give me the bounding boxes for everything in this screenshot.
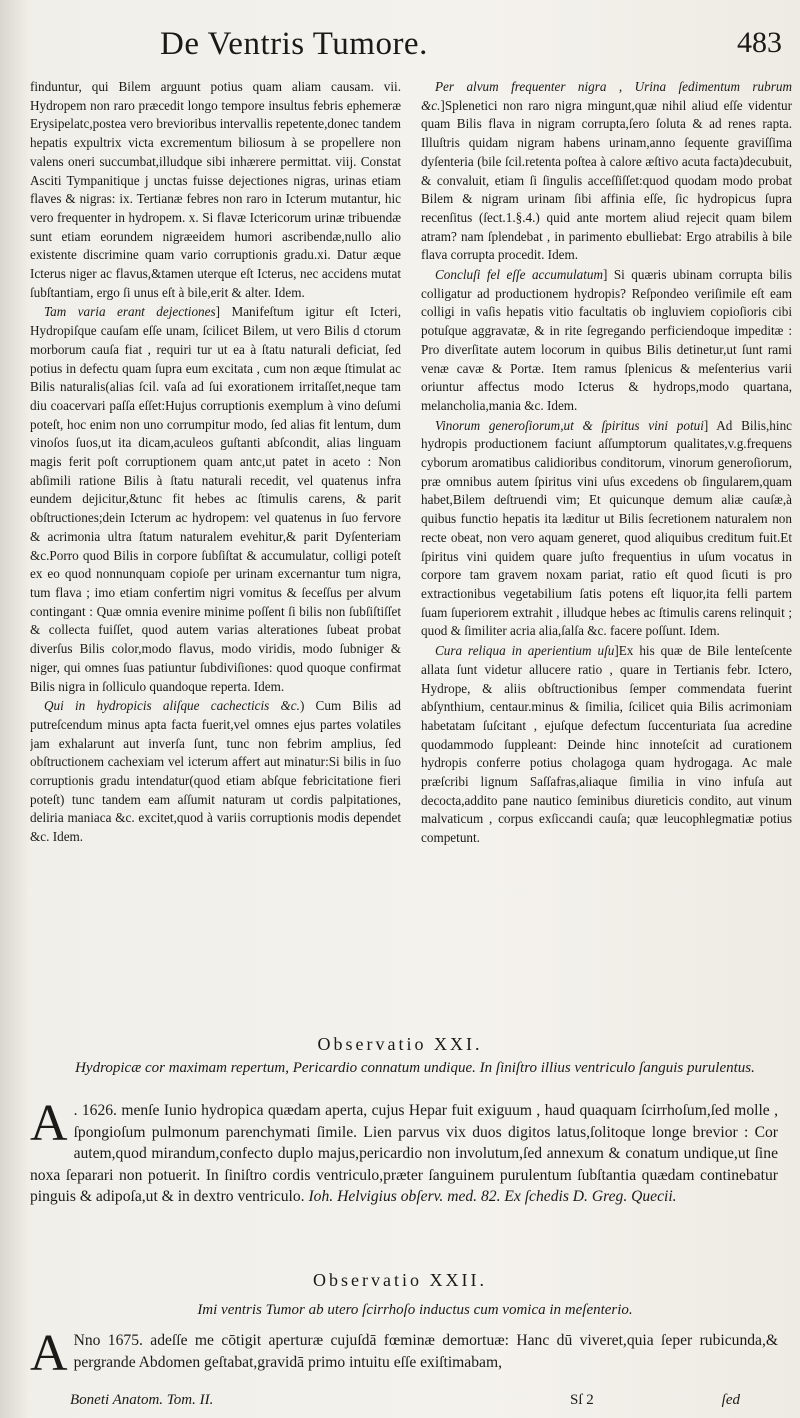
commentary-paragraph [30, 697, 401, 847]
observation-21-text: . 1626. menſe Iunio hydropica quædam aperta, cujus Hepar fuit exiguum , haud quaquam ſcirrhoſum,ſed molle , ſpongioſum pulmonum parenchymati ſimile. Lien parvus vix duos digitos latus,ſolitoque longe brevior : Cor autem,quod mirandum,confecto duplo majus,pericardio non involutum,ſed annexum & conatum undique,ut ſine noxa ſeparari non potuerit. In ſiniſtro cordis ventriculo,præter ſanguinem purulentum ſubſtantia quædam continebatur pinguis & adipoſa,ut & in dextro ventriculo. [30, 1102, 778, 1205]
observation-22-heading: Observatio XXII. [313, 1270, 487, 1290]
page-footer [70, 1392, 740, 1414]
left-column [30, 78, 401, 1030]
paragraph-text: finduntur, qui Bilem arguunt potius quam aliam causam. vii. Hydropem non raro præcedit longo tempore insultus febris ephemeræ Erysipelatc,postea vero brevioribus intervallis repetente,donec tandem hepatis expultrix victa excrementum biliosum à se propellere non valens oneri succumbat,illudque sibi inhærere permittat. viij. Constat Asciti Tympanitique j unctas fuisse dejectiones nigras, urinas etiam flaves & nigras: ix. Tertianæ febres non raro in Icterum mutantur, hic vero frequenter in hydropem. x. Si flavæ Ictericorum urinæ tribuendæ sunt etiam eorundem nigræeidem humori ascribendæ,nullo alio existente discrimine quam vario corruptionis gradu.xi. Datur æque Icterus niger ac flavus,&tamen uterque eſt Icterus, nec accidens mutat ſubſtantiam, ergo ſi unus eſt à bile,erit & alter. Idem. [30, 79, 401, 300]
commentary-paragraph [30, 303, 401, 696]
observation-21-subtitle: Hydropicæ cor maximam repertum, Pericardio connatum undique. In ſiniſtro illius ventriculo ſanguis purulentus. [75, 1060, 755, 1076]
commentary-columns [30, 78, 792, 1030]
observation-21-body [30, 1095, 778, 1208]
paragraph-text: ]Ex his quæ de Bile lenteſcente allata ſunt videtur allucere ratio , quare in Tertianis febr. Ictero, Hydrope, & aliis obſtructionibus ſemper commendata fuerint abſynthium, centaur.minus & ſimilia, ſcilicet quia Bilis acrimoniam habetatam ſuſcitant , ejuſque defectum ſuccenturiata ſua acredine quodammodo ſuppleant: Deinde hinc innoteſcit ad curationem hydropis conferre potius cholagoga quam hydrogaga. Ac male præſcribi lignum Saſſafras,aliaque ſimilia in vino infuſa aut decocta,addito pane nautico ſeminibus diureticis condito, aut vinum malvaticum , corpus exſiccandi cauſa; quæ leucophlegmatiæ potius competunt. [421, 643, 792, 846]
page-header [0, 26, 800, 76]
page-title: De Ventris Tumore. [160, 26, 428, 62]
paragraph-text: ] Si quæris ubinam corrupta bilis colligatur ad productionem hydropis? Reſpondeo veriſimile eſt eam colligi in vaſis hepatis vitio facultatis ob ingluviem copioſioris cibi potuſque aggravatæ, & in rite ſegregando perficiendoque impeditæ : Pro diverſitate autem locorum in quibus Bilis detinetur,ut ſunt rami venæ cavæ & Portæ. Item ramus ſplenicus & meſenterius varii oriuntur affectus modo Icterus & hydrops,modo quartana, melancholia,mania &c. Idem. [421, 267, 792, 413]
dropcap: A [30, 1325, 68, 1382]
signature-mark: Sſ 2 [570, 1392, 594, 1408]
paragraph-text: ] Ad Bilis,hinc hydropis productionem faciunt aſſumptorum qualitates,v.g.frequens cyborum aromatibus calidioribus conditorum, vinorum generoſiorum, præ omnibus autem ſpiritus vini uſus excedens ob ſingularem,quam habet,Bilem deſtruendi vim; Et quicunque demum aliæ cauſæ,à quibus functio hepatis ita læditur ut Bilis ſecretionem naturalem non recte obeat, non vero aquam generet, quod aliquibus creditum fuit.Et ſpiritus vini quidem quare juſto frequentius in uſum vocatus in corpore tam gravem noxam pariat, ratio eſt quod ſicuti is pro extractionibus vegetabilium ſatis potens eſt liquor,ita felli partem ſuam ſuperiorem extrahit , illudque hebes ac ſtimulis carens relinquit ; quod & ſimiliter acria alia,ſalſa &c. facere poſſunt. Idem. [421, 417, 792, 639]
observation-21-heading: Observatio XXI. [317, 1034, 483, 1054]
lemma: Concluſi fel eſſe accumulatum [435, 267, 604, 283]
lemma: Vinorum generoſiorum,ut & ſpiritus vini potui [435, 417, 704, 433]
lemma: Cura reliqua in aperientium uſu [435, 643, 615, 659]
observation-22-body [30, 1325, 778, 1382]
observation-22-subtitle: Imi ventris Tumor ab utero ſcirrhoſo inductus cum vomica in meſenterio. [197, 1302, 633, 1318]
right-column [421, 78, 792, 1030]
paragraph-text: ]Splenetici non raro nigra mingunt,quæ nihil aliud eſſe videntur quam Bilis flava in nigram corrupta,ſero ſoluta & ad renes rapta. Illuſtris quidam nigram habens urinam,anno ſequente graviſſima dyſenteria (bile ſcil.retenta poſtea à calore æſtivo acuta facta)decubuit, & convaluit, etiam ſi ſingulis acceſſiſſet:quod quodam modo probat Bilem & nigram urinam ſibi affinia eſſe, ſic hydropicus ſupra recenſitus (ſect.1.§.4.) quid ante mortem aliud rejecit quam bilem atram? nam ſplendebat , in parimento ebulliebat: Ergo atrabilis à bile flava corrupta procedit. Idem. [421, 97, 792, 263]
paragraph-text: ] Manifeſtum igitur eſt Icteri, Hydropiſque cauſam eſſe unam, ſcilicet Bilem, ut vero Bilis d ctorum morborum cauſa fiat , requiri tur ut ea à ſtatu naturali deficiat, ſed potius in defectu quam ſupra eum excitata , cum non æque ſtimulat ac Bilis naturalis(alias ſcil. vaſa ad ſui exorationem irritaſſet,neque tam diu coacervari paſſa eſſet:Hujus corruptionis exemplum à vino deſumi poteſt, hoc enim non uno corrumpitur modo, ſed alias fit lentum, dum vinoſos ſuos,ut ita dicam,aculeos guſtanti abſcondit, alias linguam magis ferit poſt corruptionem quam antc,ut patet in aceto : Non abſimili ratione Bilis à ſtatu naturali recedit, vel quatenus infra eundem dejicitur,&tunc fit hebes ac ſtimulis carens, & parit obſtructiones;dein Icterum ac hydropem: vel quatenus in ſuo fervore & acrimonia ultra ſtatum naturalem evehitur,& parit Dyſenteriam &c.Porro quod Bilis in corpore ſubſiſtat & accumulatur, colligi poteſt ex eo quod nonnunquam copioſe per urinam excernantur tum nigra, tum flava ; imo etiam confertim nigri vomitus & ſeceſſus per alvum contingant : Quæ omnia evenire minime poſſent ſi bilis non ſubſiſtiſſet & collecta fuiſſet, quod autem varias alterationes ſubeat probat diverſus Bilis color,modo flavus, modo viridis, modo ſubniger & niger, qui omnes ſuas patiuntur ſubdiviſiones: quod quoque confirmat Bilis nigra in ſolliculo quandoque reperta. Idem. [30, 304, 401, 694]
observation-22-text: Nno 1675. adeſſe me cōtigit aperturæ cujuſdā fœminæ demortuæ: Hanc dū viveret,quia ſeper rubicunda,& pergrande Abdomen geſtabat,gravidā primo intuitu eſſe exiſtimabam, [73, 1332, 778, 1371]
commentary-paragraph [421, 642, 792, 848]
page-number: 483 [737, 26, 782, 59]
commentary-paragraph [421, 266, 792, 416]
commentary-paragraph [421, 417, 792, 641]
commentary-paragraph [30, 78, 401, 302]
lemma: Per alvum frequenter nigra , Urina ſedimentum rubrum &c. [421, 79, 792, 113]
observation-21-source: Ioh. Helvigius obſerv. med. 82. Ex ſchedis D. Greg. Quecii. [308, 1188, 677, 1205]
dropcap: A [30, 1095, 68, 1152]
catchword: ſed [721, 1392, 740, 1408]
lemma: Qui in hydropicis aliſque cachecticis &c. [44, 698, 300, 714]
lemma: Tam varia erant dejectiones [44, 304, 216, 320]
paragraph-text: ) Cum Bilis ad putreſcendum minus apta facta fuerit,vel omnes ejus partes volatiles jam exhalarunt aut inverſa ſunt, tunc non febrim amplius, ſed obſtructionem cachexiam vel icterum affert aut minatur:Si bilis in ſuo corruptionis gradu intendatur(quod etiam abſque febricitatione fieri poteſt) tunc tandem eam aſſumit naturam ut cordis palpitationes, deliria maniaca &c. excitet,quod à variis corruptionis modis dependet &c. Idem. [30, 698, 401, 845]
running-title: Boneti Anatom. Tom. II. [70, 1392, 214, 1408]
commentary-paragraph [421, 78, 792, 265]
